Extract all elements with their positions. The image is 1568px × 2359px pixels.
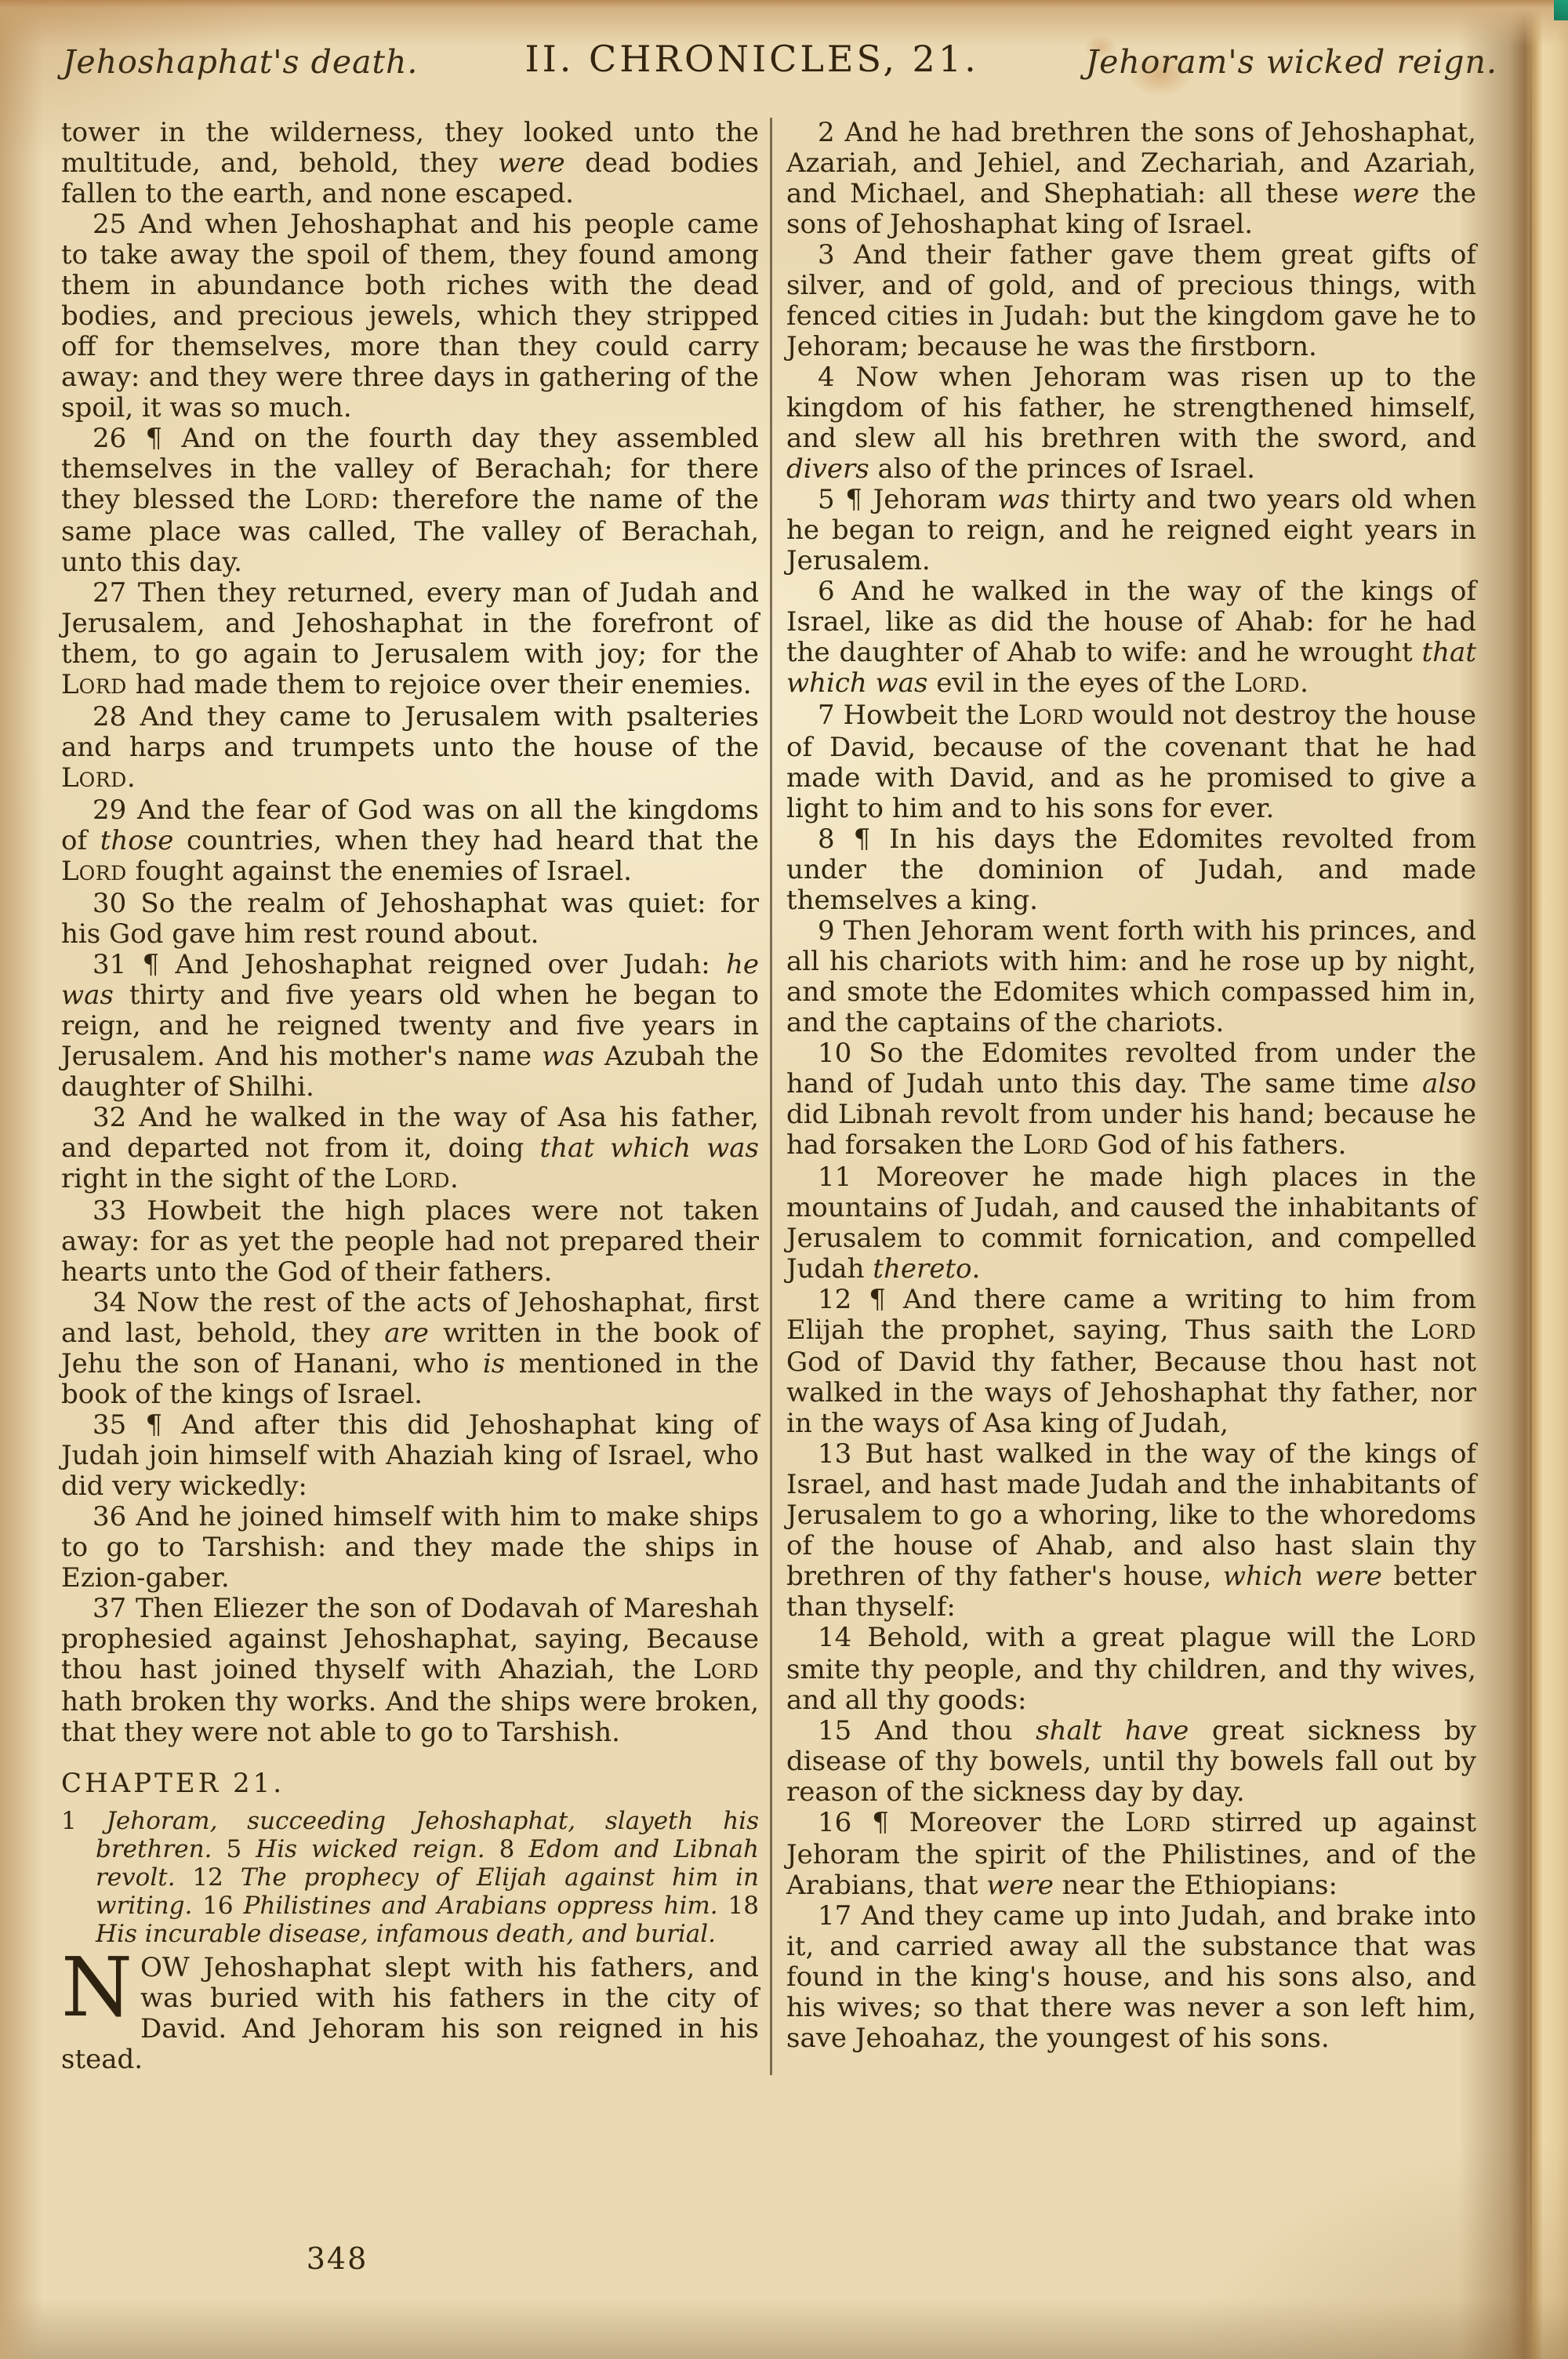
verse-10: 10 So the Edomites revolted from under the hand of Judah unto this day. The same time also did Libnah revolt from under his hand; because he had forsaken the LORD God of his fathers. (786, 1038, 1476, 1161)
left-column-verses (61, 209, 759, 1748)
chapter-heading: CHAPTER 21. (61, 1768, 285, 1799)
opening-text: OW Jehoshaphat slept with his fathers, and was buried with his fathers in the city of David. And Jehoram his son reigned in his stead. (61, 1952, 759, 2075)
verse-number: 25 (93, 209, 127, 240)
verse-12: 12 ¶ And there came a writing to him from Elijah the prophet, saying, Thus saith the LORD God of David thy father, Because thou hast not walked in the ways of Jehoshaphat thy father, nor in the ways of Asa king of Judah, (786, 1284, 1476, 1439)
verse-number: 16 (818, 1807, 852, 1838)
verse-36: 36 And he joined himself with him to make ships to go to Tarshish: and they made the ships in Ezion-gaber. (61, 1501, 759, 1594)
verse-number: 37 (93, 1593, 127, 1624)
verse-3: 3 And their father gave them great gifts of silver, and of gold, and of precious things, with fenced cities in Judah: but the kingdom gave he to Jehoram; because he was the firstborn. (786, 239, 1476, 362)
continuation-paragraph: tower in the wilderness, they looked unto the multitude, and, behold, they were dead bodies fallen to the earth, and none escaped. (61, 117, 759, 209)
verse-7: 7 Howbeit the LORD would not destroy the house of David, because of the covenant that he had made with David, and as he promised to give a light to him and to his sons for ever. (786, 700, 1477, 824)
verse-13: 13 But hast walked in the way of the kings of Israel, and hast made Judah and the inhabitants of Jerusalem to go a whoring, like to the whoredoms of the house of Ahab, and also hast slain thy brethren of thy father's house, which were better than thyself: (786, 1438, 1476, 1623)
verse-number: 28 (93, 701, 127, 732)
verse-number: 9 (818, 915, 835, 947)
verse-number: 26 (93, 423, 127, 454)
verse-27: 27 Then they returned, every man of Judah and Jerusalem, and Jehoshaphat in the forefront of them, to go again to Jerusalem with joy; for the LORD had made them to rejoice over their enemies. (61, 577, 759, 700)
verse-32: 32 And he walked in the way of Asa his father, and departed not from it, doing that which was right in the sight of the LORD. (61, 1102, 759, 1194)
verse-15: 15 And thou shalt have great sickness by disease of thy bowels, until thy bowels fall out by reason of the sickness day by day. (786, 1715, 1476, 1808)
verse-number: 5 (818, 484, 835, 515)
header-book-title: II. CHRONICLES, 21. (524, 38, 979, 80)
running-header (63, 39, 1497, 82)
page-number: 348 (306, 2241, 368, 2276)
verse-35: 35 ¶ And after this did Jehoshaphat king of Judah join himself with Ahaziah king of Israel, who did very wickedly: (61, 1409, 759, 1502)
verse-number: 2 (818, 117, 835, 148)
verse-number: 8 (818, 823, 835, 855)
verse-number: 15 (818, 1715, 852, 1747)
verse-34: 34 Now the rest of the acts of Jehoshaphat, first and last, behold, they are written in the book of Jehu the son of Hanani, who is mentioned in the book of the kings of Israel. (61, 1287, 759, 1410)
verse-11: 11 Moreover he made high places in the mountains of Judah, and caused the inhabitants of Jerusalem to commit fornication, and compelled Judah thereto. (786, 1161, 1476, 1285)
verse-2: 2 And he had brethren the sons of Jehoshaphat, Azariah, and Jehiel, and Zechariah, and Azariah, and Michael, and Shephatiah: all these were the sons of Jehoshaphat king of Israel. (786, 117, 1476, 240)
verse-17: 17 And they came up into Judah, and brake into it, and carried away all the substance that was found in the king's house, and his sons also, and his wives; so that there was never a son left him, save Jehoahaz, the youngest of his sons. (786, 1900, 1476, 2054)
verse-number: 12 (818, 1284, 852, 1315)
verse-26: 26 ¶ And on the fourth day they assembled themselves in the valley of Berachah; for there they blessed the LORD: therefore the name of the same place was called, The valley of Berachah, unto this day. (61, 423, 759, 578)
verse-number: 4 (818, 362, 835, 393)
verse-37: 37 Then Eliezer the son of Dodavah of Mareshah prophesied against Jehoshaphat, saying, Because thou hast joined thyself with Ahaziah, the LORD hath broken thy works. And the ships were broken, that they were not able to go to Tarshish. (61, 1593, 759, 1748)
verse-number: 32 (93, 1102, 127, 1133)
verse-number: 33 (93, 1195, 127, 1227)
verse-9: 9 Then Jehoram went forth with his princes, and all his chariots with him: and he rose up by night, and smote the Edomites which compassed him in, and the captains of the chariots. (786, 915, 1476, 1038)
header-left-text: Jehoshaphat's death. (63, 43, 419, 81)
verse-number: 35 (93, 1409, 127, 1441)
verse-25: 25 And when Jehoshaphat and his people came to take away the spoil of them, they found among them in abundance both riches with the dead bodies, and precious jewels, which they stripped off for themselves, more than they could carry away: and they were three days in gathering of the spoil, it was so much. (61, 209, 759, 423)
verse-number: 11 (818, 1161, 852, 1193)
verse-29: 29 And the fear of God was on all the kingdoms of those countries, when they had heard that the LORD fought against the enemies of Israel. (61, 794, 759, 887)
header-right-text: Jehoram's wicked reign. (1085, 43, 1497, 81)
verse-number: 14 (818, 1622, 852, 1653)
text-columns (61, 118, 1482, 2075)
verse-number: 27 (93, 577, 127, 609)
verse-number: 29 (93, 794, 127, 826)
verse-number: 30 (93, 888, 127, 919)
verse-number: 10 (818, 1038, 852, 1069)
left-column (61, 118, 770, 2075)
verse-14: 14 Behold, with a great plague will the LORD smite thy people, and thy children, and thy wives, and all thy goods: (786, 1622, 1476, 1716)
verse-number: 31 (93, 949, 127, 980)
right-column (770, 118, 1476, 2075)
verse-5: 5 ¶ Jehoram was thirty and two years old when he began to reign, and he reigned eight years in Jerusalem. (786, 484, 1476, 576)
verse-number: 34 (93, 1287, 127, 1318)
verse-6: 6 And he walked in the way of the kings of Israel, like as did the house of Ahab: for he had the daughter of Ahab to wife: and he wrought that which was evil in the eyes of the LORD. (786, 576, 1476, 699)
drop-cap-letter: N (61, 1939, 132, 2035)
verse-30: 30 So the realm of Jehoshaphat was quiet: for his God gave him rest round about. (61, 888, 759, 950)
verse-number: 36 (93, 1501, 127, 1532)
opening-paragraph (61, 1939, 759, 2075)
verse-28: 28 And they came to Jerusalem with psalteries and harps and trumpets unto the house of the LORD. (61, 701, 759, 794)
verse-16: 16 ¶ Moreover the LORD stirred up against Jehoram the spirit of the Philistines, and of the Arabians, that were near the Ethiopians: (786, 1807, 1476, 1901)
verse-number: 7 (818, 700, 835, 731)
verse-4: 4 Now when Jehoram was risen up to the kingdom of his father, he strengthened himself, and slew all his brethren with the sword, and divers also of the princes of Israel. (786, 362, 1476, 485)
verse-31: 31 ¶ And Jehoshaphat reigned over Judah: he was thirty and five years old when he began to reign, and he reigned twenty and five years in Jerusalem. And his mother's name was Azubah the daughter of Shilhi. (61, 949, 759, 1103)
verse-8: 8 ¶ In his days the Edomites revolted from under the dominion of Judah, and made themselves a king. (786, 823, 1476, 916)
chapter-summary: 1 Jehoram, succeeding Jehoshaphat, slayeth his brethren. 5 His wicked reign. 8 Edom and Libnah revolt. 12 The prophecy of Elijah against him in writing. 16 Philistines and Arabians oppress him. 18 His incurable disease, infamous death, and burial. (61, 1807, 760, 1948)
verse-number: 13 (818, 1438, 852, 1470)
right-column-verses (786, 118, 1476, 2054)
verse-number: 3 (818, 239, 835, 271)
book-cover-corner (1554, 0, 1568, 20)
verse-number: 17 (818, 1900, 852, 1932)
verse-33: 33 Howbeit the high places were not taken away: for as yet the people had not prepared their hearts unto the God of their fathers. (61, 1195, 759, 1288)
page-fold-crease (1530, 0, 1532, 2359)
verse-number: 6 (818, 576, 835, 607)
